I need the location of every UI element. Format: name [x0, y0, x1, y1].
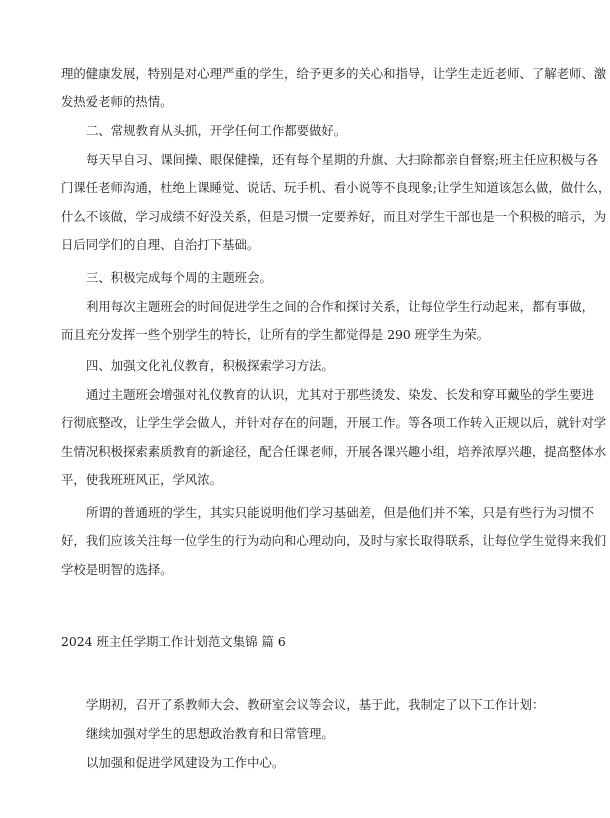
- text-line: 发热爱老师的热情。: [61, 94, 173, 110]
- text-line: 所谓的普通班的学生，其实只能说明他们学习基础差，但是他们并不笨，只是有些行为习惯不: [86, 505, 595, 520]
- text-line: 好，我们应该关注每一位学生的行为动向和心理动向，及时与家长取得联系，让每位学生觉得来我们: [61, 533, 607, 549]
- text-line: 平，使我班班风正，学风浓。: [61, 472, 223, 488]
- text-line: 门课任老师沟通，杜绝上课睡觉、说话、玩手机、看小说等不良现象;让学生知道该怎么做，做什么，: [61, 180, 610, 196]
- text-line: 日后同学们的自理、自治打下基础。: [61, 237, 260, 253]
- paragraph-class-meeting: [61, 293, 595, 350]
- text-line: 而且充分发挥一些个别学生的特长，让所有的学生都觉得是 290 班学生为荣。: [61, 327, 490, 343]
- plan-item-2: [61, 749, 523, 777]
- text-line: 学校是明智的选择。: [61, 561, 173, 577]
- text-line: 学期初，召开了系教师大会、教研室会议等会议，基于此，我制定了以下工作计划：: [86, 697, 545, 712]
- paragraph-ordinary-class: [61, 499, 607, 584]
- text-line: 生情况积极探索素质教育的新途径，配合任课老师，开展各课兴趣小组，培养浓厚兴趣，提高整体水: [61, 443, 607, 459]
- section-heading-2: [61, 117, 523, 145]
- text-line: 什么不该做，学习成绩不好没关系，但是习惯一定要养好，而且对学生干部也是一个积极的暗示，为: [61, 208, 607, 224]
- document-section-title: [61, 628, 523, 656]
- heading-text: 三、积极完成每个周的主题班会。: [86, 270, 272, 285]
- heading-text: 四、加强文化礼仪教育，积极探索学习方法。: [86, 358, 334, 373]
- section-heading-3: [61, 264, 523, 292]
- text-line: 以加强和促进学风建设为工作中心。: [86, 755, 285, 770]
- text-line: 每天早自习、课间操、眼保健操，还有每个星期的升旗、大扫除都亲自督察;班主任应积极与各: [86, 152, 599, 167]
- heading-text: 二、常规教育从头抓，开学任何工作都要做好。: [86, 123, 347, 138]
- text-line: 利用每次主题班会的时间促进学生之间的合作和探讨关系，让每位学生行动起来，都有事做，: [86, 299, 595, 314]
- plan-item-1: [61, 720, 523, 748]
- paragraph-continuation: [61, 60, 607, 117]
- section-heading-4: [61, 352, 523, 380]
- text-line: 继续加强对学生的思想政治教育和日常管理。: [86, 726, 334, 741]
- paragraph-etiquette: [61, 381, 607, 495]
- text-line: 通过主题班会增强对礼仪教育的认识，尤其对于那些烫发、染发、长发和穿耳戴坠的学生要进: [86, 387, 595, 402]
- paragraph-intro: [61, 691, 545, 719]
- title-text: 2024 班主任学期工作计划范文集锦 篇 6: [61, 634, 286, 649]
- text-line: 行彻底整改，让学生学会做人，并针对存在的问题，开展工作。等各项工作转入正规以后，就针对学: [61, 415, 607, 431]
- paragraph-routine: [61, 146, 610, 260]
- text-line: 理的健康发展，特别是对心理严重的学生，给予更多的关心和指导，让学生走近老师、了解老师、激: [61, 66, 607, 81]
